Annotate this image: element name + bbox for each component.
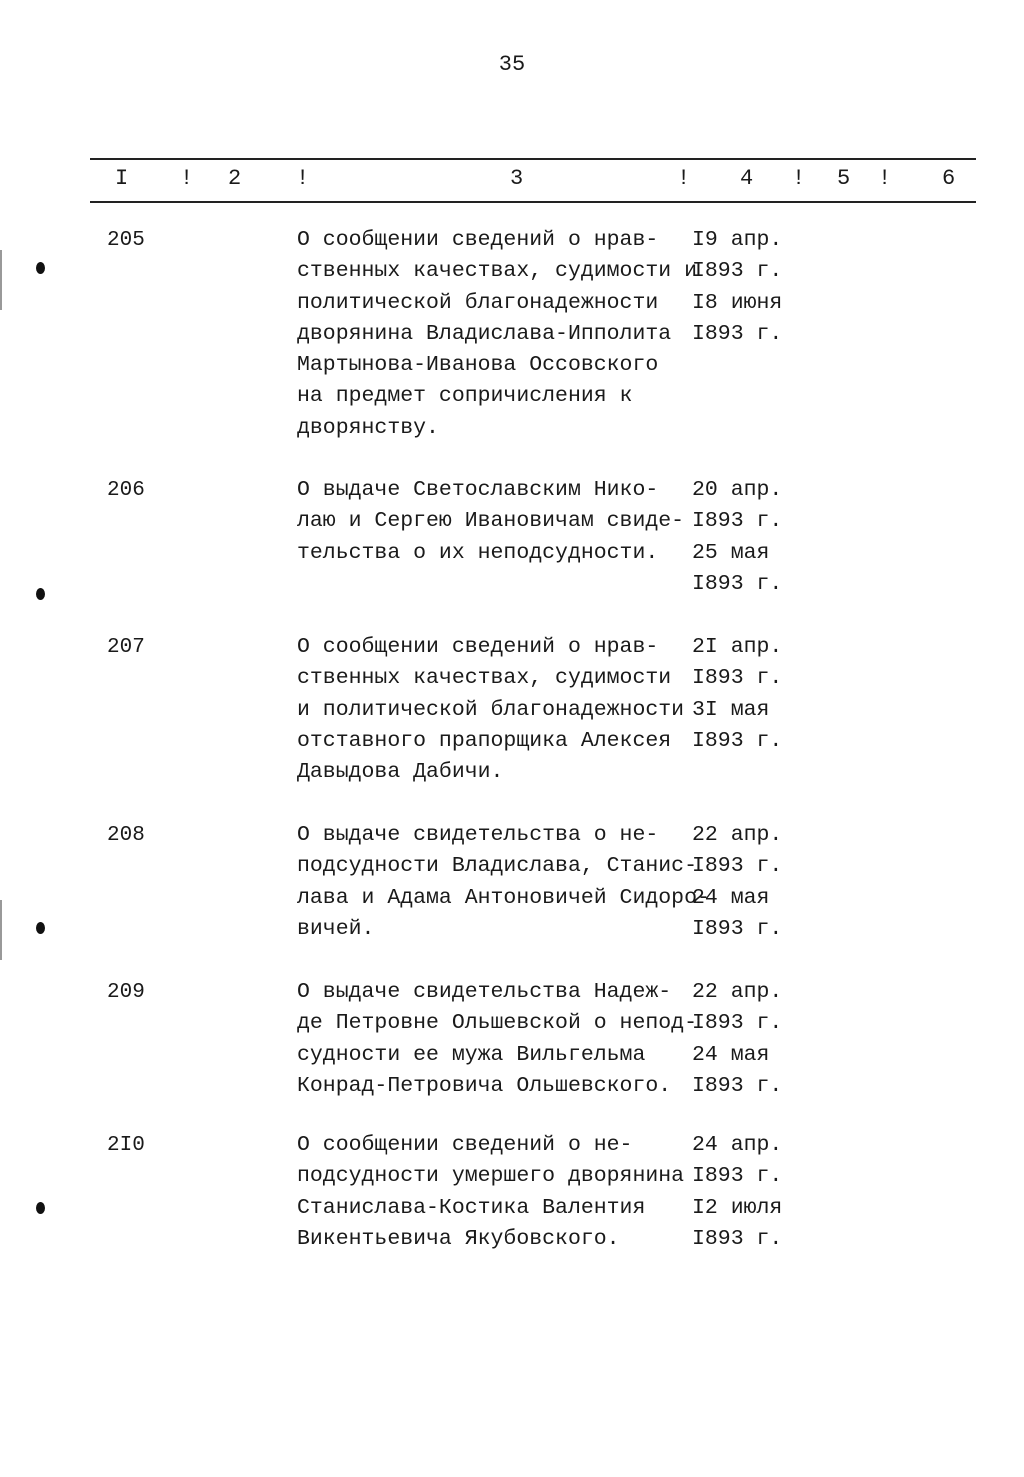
- entry-date-line: 3I мая: [692, 697, 770, 722]
- entry-number: 206: [107, 479, 145, 502]
- entry-title: [297, 475, 684, 569]
- entry-dates: [692, 225, 782, 350]
- entry-dates: [692, 475, 782, 600]
- entry-number: 205: [107, 229, 145, 252]
- entry-date-line: I893 г.: [692, 854, 783, 879]
- entry-title-line: О сообщении сведений о нрав-: [297, 635, 659, 659]
- scan-edge: [0, 900, 2, 960]
- entry-title: [297, 977, 697, 1102]
- page-number: 35: [498, 52, 526, 77]
- header-sep: !: [180, 166, 194, 191]
- entry-title-line: судности ее мужа Вильгельма: [297, 1042, 646, 1067]
- scan-edge: [0, 250, 2, 310]
- header-col-2: 2: [228, 166, 242, 191]
- entry-date-line: I2 июля: [692, 1195, 783, 1220]
- entry-title-line: ственных качествах, судимости и: [297, 259, 697, 284]
- entry-date-line: I893 г.: [692, 1073, 783, 1098]
- header-col-6: 6: [942, 166, 956, 191]
- entry-title-line: Станислава-Костика Валентия: [297, 1195, 646, 1220]
- entry-title-line: лава и Адама Антоновичей Сидоро-: [297, 885, 710, 910]
- entry-date-line: I893 г.: [692, 666, 783, 691]
- header-col-1: I: [115, 166, 129, 191]
- entry-number: 2I0: [107, 1134, 145, 1157]
- entry-title-line: О сообщении сведений о не-: [297, 1133, 633, 1157]
- entry-date-line: I893 г.: [692, 509, 783, 534]
- entry-title-line: на предмет сопричисления к: [297, 384, 633, 409]
- entry-date-line: I893 г.: [692, 916, 783, 941]
- entry-title-line: Конрад-Петровича Ольшевского.: [297, 1073, 672, 1098]
- entry-title-line: Викентьевича Якубовского.: [297, 1226, 620, 1251]
- header-top-rule: [90, 158, 976, 160]
- header-sep: !: [792, 166, 806, 191]
- entry-date-line: 22 апр.: [692, 823, 783, 847]
- entry-title: [297, 820, 710, 945]
- entry-title-line: Давыдова Дабичи.: [297, 760, 504, 785]
- entry-title-line: лаю и Сергею Ивановичам свиде-: [297, 509, 685, 534]
- binding-hole-mark: [36, 588, 45, 600]
- entry-number: 208: [107, 824, 145, 847]
- entry-title-line: О выдаче свидетельства Надеж-: [297, 980, 672, 1004]
- entry-title-line: де Петровне Ольшевской о непод-: [297, 1011, 697, 1036]
- binding-hole-mark: [36, 922, 45, 934]
- entry-date-line: I893 г.: [692, 1011, 783, 1036]
- header-col-3: 3: [510, 166, 524, 191]
- entry-date-line: 25 мая: [692, 540, 770, 565]
- entry-title-line: отставного прапорщика Алексея: [297, 728, 672, 753]
- entry-title-line: О сообщении сведений о нрав-: [297, 228, 659, 252]
- entry-title: [297, 1130, 684, 1255]
- entry-date-line: I9 апр.: [692, 228, 783, 252]
- entry-title-line: дворянству.: [297, 415, 439, 440]
- entry-title-line: ственных качествах, судимости: [297, 666, 672, 691]
- entry-title-line: подсудности Владислава, Станис-: [297, 854, 697, 879]
- entry-date-line: 20 апр.: [692, 478, 783, 502]
- entry-date-line: I893 г.: [692, 321, 783, 346]
- entry-title-line: О выдаче Светославским Нико-: [297, 478, 659, 502]
- entry-date-line: I893 г.: [692, 1226, 783, 1251]
- entry-date-line: 2I апр.: [692, 635, 783, 659]
- entry-date-line: 24 мая: [692, 1042, 770, 1067]
- header-col-5: 5: [837, 166, 851, 191]
- entry-title-line: тельства о их неподсудности.: [297, 540, 659, 565]
- header-sep: !: [677, 166, 691, 191]
- header-bottom-rule: [90, 201, 976, 203]
- entry-title: [297, 632, 684, 788]
- entry-date-line: I893 г.: [692, 571, 783, 596]
- header-col-4: 4: [740, 166, 754, 191]
- header-sep: !: [296, 166, 310, 191]
- entry-title-line: и политической благонадежности: [297, 697, 685, 722]
- entry-date-line: I893 г.: [692, 259, 783, 284]
- entry-title-line: политической благонадежности: [297, 290, 659, 315]
- entry-title-line: О выдаче свидетельства о не-: [297, 823, 659, 847]
- entry-title: [297, 225, 697, 444]
- header-sep: !: [878, 166, 892, 191]
- entry-date-line: 24 апр.: [692, 1133, 783, 1157]
- entry-date-line: I8 июня: [692, 290, 783, 315]
- entry-dates: [692, 1130, 782, 1255]
- entry-date-line: I893 г.: [692, 1164, 783, 1189]
- entry-number: 209: [107, 981, 145, 1004]
- binding-hole-mark: [36, 262, 45, 274]
- entry-date-line: 22 апр.: [692, 980, 783, 1004]
- entry-title-line: подсудности умершего дворянина: [297, 1164, 685, 1189]
- entry-dates: [692, 632, 782, 757]
- entry-title-line: вичей.: [297, 916, 375, 941]
- entry-date-line: I893 г.: [692, 728, 783, 753]
- binding-hole-mark: [36, 1202, 45, 1214]
- entry-title-line: дворянина Владислава-Ипполита: [297, 321, 672, 346]
- entry-dates: [692, 977, 782, 1102]
- entry-dates: [692, 820, 782, 945]
- entry-title-line: Мартынова-Иванова Оссовского: [297, 353, 659, 378]
- entry-date-line: 24 мая: [692, 885, 770, 910]
- entry-number: 207: [107, 636, 145, 659]
